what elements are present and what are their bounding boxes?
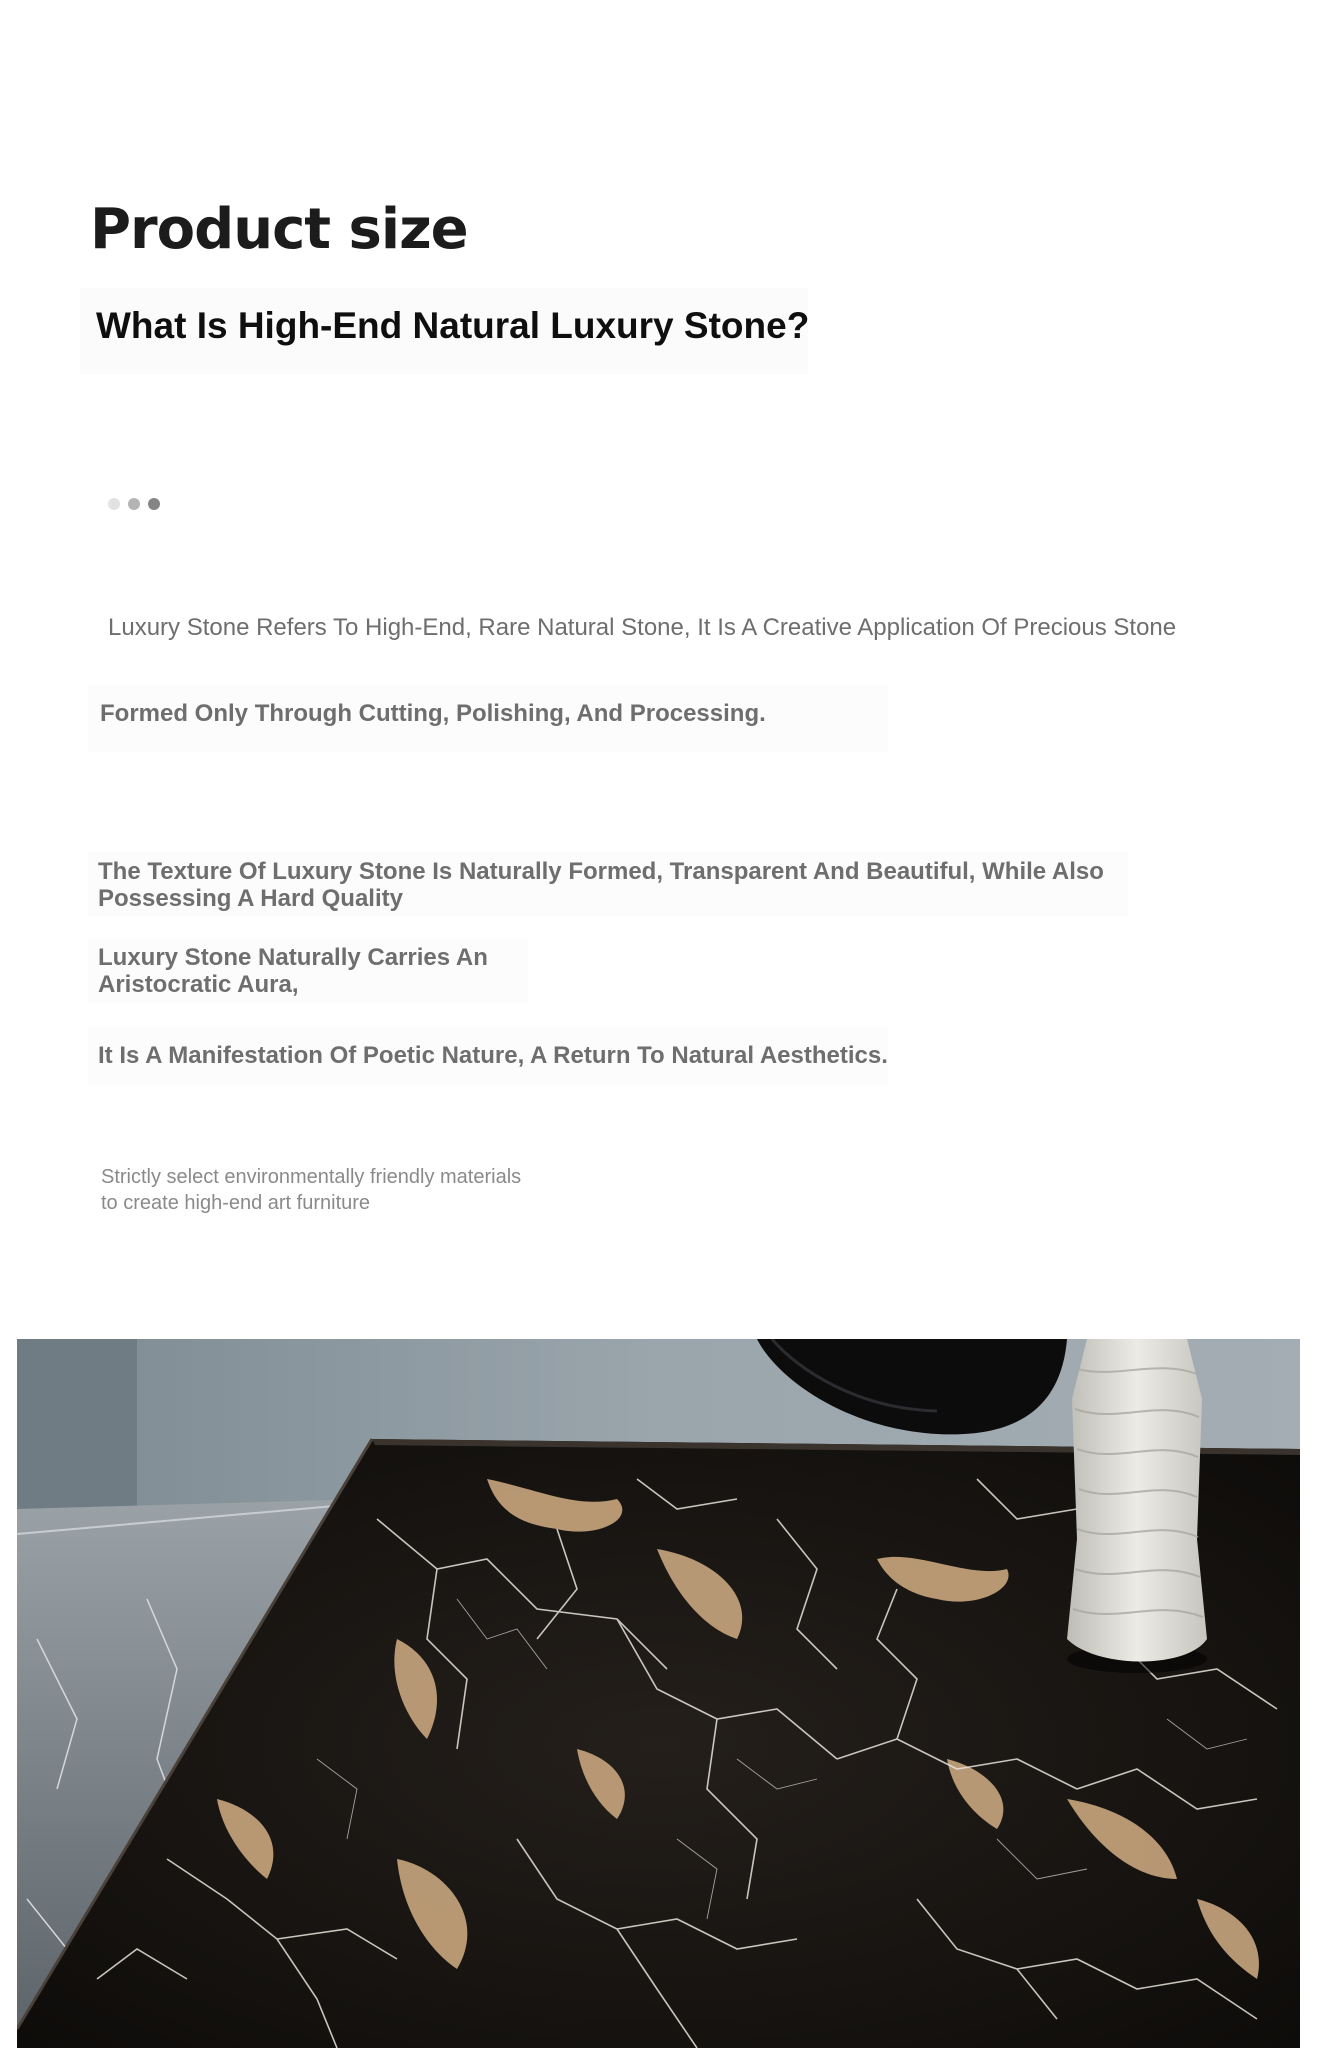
dot-icon [148,498,160,510]
marble-table-photo [17,1339,1300,2048]
paragraph-processing: Formed Only Through Cutting, Polishing, And Processing. [100,700,766,727]
dot-icon [108,498,120,510]
tagline [101,1164,601,1216]
dot-icon [128,498,140,510]
loading-dots-icon [108,498,160,510]
subtitle: What Is High-End Natural Luxury Stone? [96,305,810,346]
tagline-line-2: to create high-end art furniture [101,1192,371,1214]
paragraph-aura: Luxury Stone Naturally Carries An Aristocratic Aura, [98,944,488,998]
product-size-heading: Product size [90,197,468,262]
tagline-line-1: Strictly select environmentally friendly materials [101,1166,522,1188]
paragraph-aesthetics: It Is A Manifestation Of Poetic Nature, A Return To Natural Aesthetics. [98,1042,888,1069]
paragraph-intro: Luxury Stone Refers To High-End, Rare Natural Stone, It Is A Creative Application Of Precious Stone [108,614,1177,641]
paragraph-texture: The Texture Of Luxury Stone Is Naturally Formed, Transparent And Beautiful, While Also Possessing A Hard Quality [98,858,1104,912]
